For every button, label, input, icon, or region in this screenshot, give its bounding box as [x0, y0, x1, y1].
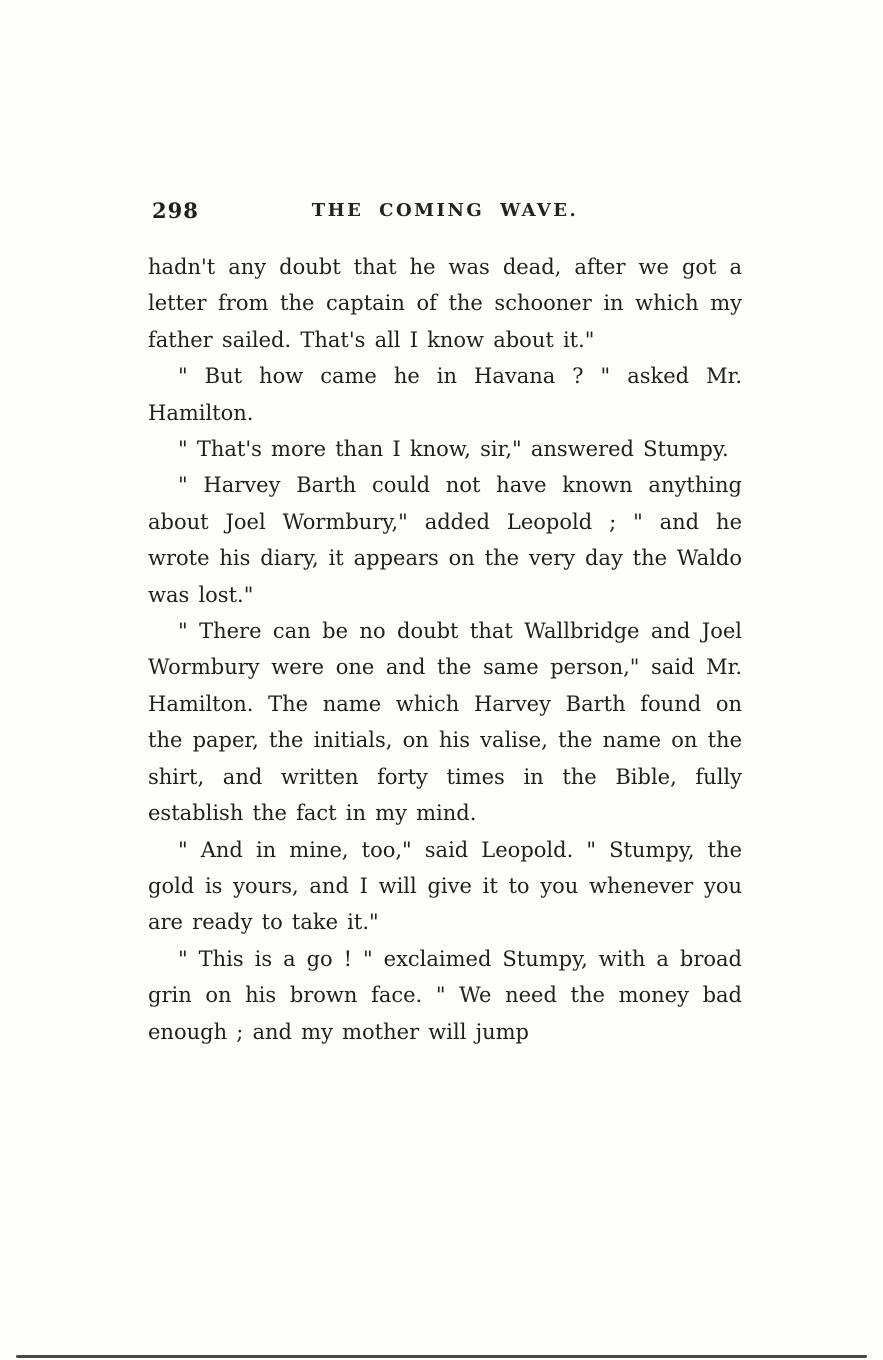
- paragraph: " That's more than I know, sir," answered Stumpy.: [178, 437, 729, 462]
- paragraph: " And in mine, too," said Leopold. " Stumpy, the gold is yours, and I will give it to you whenever you are ready to take it.": [148, 837, 742, 935]
- scan-edge: [16, 1355, 867, 1358]
- running-title: THE COMING WAVE.: [311, 200, 579, 221]
- paragraph: " Harvey Barth could not have known anything about Joel Wormbury," added Leopold ; " and he wrote his diary, it appears on the very day the Waldo was lost.": [148, 473, 742, 607]
- page-number: 298: [152, 198, 199, 223]
- paragraph: " But how came he in Havana ? " asked Mr. Hamilton.: [148, 364, 742, 425]
- paragraph: hadn't any doubt that he was dead, after we got a letter from the captain of the schooner in which my father sailed. That's all I know about it.": [148, 255, 742, 352]
- paragraph: " There can be no doubt that Wallbridge and Joel Wormbury were one and the same person," said Mr. Hamilton. The name which Harvey Barth found on the paper, the initials, on his valise, the name on the shirt, and written forty times in the Bible, fully establish the fact in my mind.: [148, 619, 742, 826]
- page-header: [148, 196, 742, 228]
- page-body: [148, 249, 742, 1050]
- paragraph: " This is a go ! " exclaimed Stumpy, with a broad grin on his brown face. " We need the money bad enough ; and my mother will jump: [148, 946, 742, 1044]
